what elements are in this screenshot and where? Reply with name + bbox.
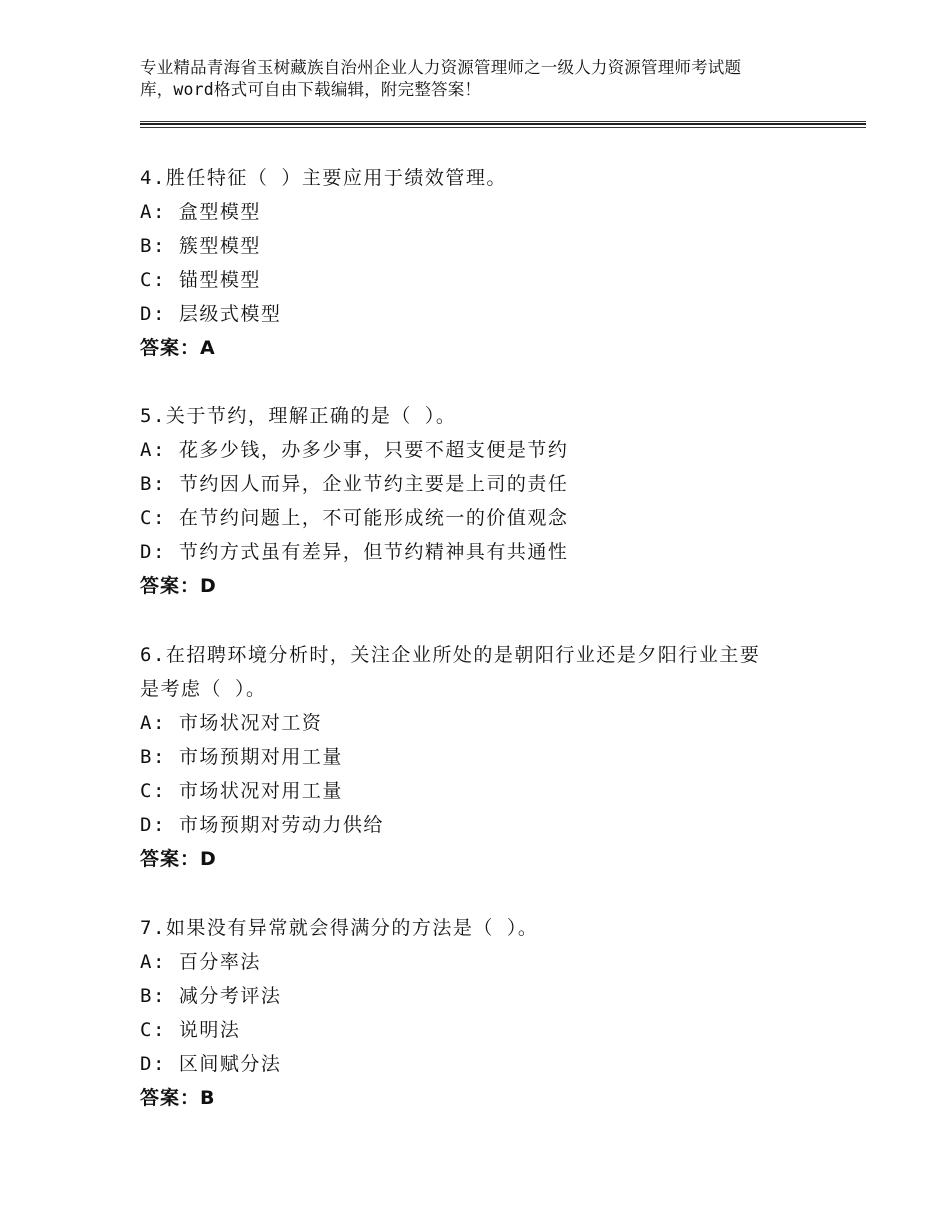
option-c: C: 市场状况对用工量 xyxy=(140,780,343,802)
option-a: A: 花多少钱，办多少事，只要不超支便是节约 xyxy=(140,439,569,461)
option-b: B: 簇型模型 xyxy=(140,235,261,257)
option-a: A: 百分率法 xyxy=(140,951,261,973)
document-header xyxy=(140,57,830,101)
question-6 xyxy=(140,638,840,876)
header-line-2: 库，word格式可自由下载编辑，附完整答案！ xyxy=(140,80,482,99)
question-stem: 5.关于节约，理解正确的是（ ）。 xyxy=(140,405,457,427)
question-7 xyxy=(140,911,840,1115)
option-b: B: 市场预期对用工量 xyxy=(140,746,343,768)
header-divider-middle xyxy=(140,123,866,125)
header-divider-top xyxy=(140,121,866,122)
question-stem: 4.胜任特征（ ）主要应用于绩效管理。 xyxy=(140,167,507,189)
option-b: B: 节约因人而异，企业节约主要是上司的责任 xyxy=(140,473,569,495)
option-c: C: 在节约问题上，不可能形成统一的价值观念 xyxy=(140,507,569,529)
answer-label: 答案：D xyxy=(140,848,217,870)
option-a: A: 市场状况对工资 xyxy=(140,712,323,734)
option-d: D: 区间赋分法 xyxy=(140,1053,282,1075)
question-stem-line-1: 6.在招聘环境分析时，关注企业所处的是朝阳行业还是夕阳行业主要 xyxy=(140,644,761,666)
option-d: D: 节约方式虽有差异，但节约精神具有共通性 xyxy=(140,541,569,563)
answer-label: 答案：D xyxy=(140,575,217,597)
option-d: D: 层级式模型 xyxy=(140,303,282,325)
header-line-1: 专业精品青海省玉树藏族自治州企业人力资源管理师之一级人力资源管理师考试题 xyxy=(140,58,742,77)
question-5 xyxy=(140,399,840,603)
option-a: A: 盒型模型 xyxy=(140,201,261,223)
answer-label: 答案：B xyxy=(140,1087,216,1109)
answer-label: 答案：A xyxy=(140,337,216,359)
option-b: B: 减分考评法 xyxy=(140,985,282,1007)
question-stem-line-2: 是考虑（ ）。 xyxy=(140,678,267,700)
question-stem: 7.如果没有异常就会得满分的方法是（ ）。 xyxy=(140,917,539,939)
header-divider-bottom xyxy=(140,127,866,128)
option-c: C: 说明法 xyxy=(140,1019,241,1041)
option-d: D: 市场预期对劳动力供给 xyxy=(140,814,384,836)
question-4 xyxy=(140,161,840,365)
option-c: C: 锚型模型 xyxy=(140,269,261,291)
